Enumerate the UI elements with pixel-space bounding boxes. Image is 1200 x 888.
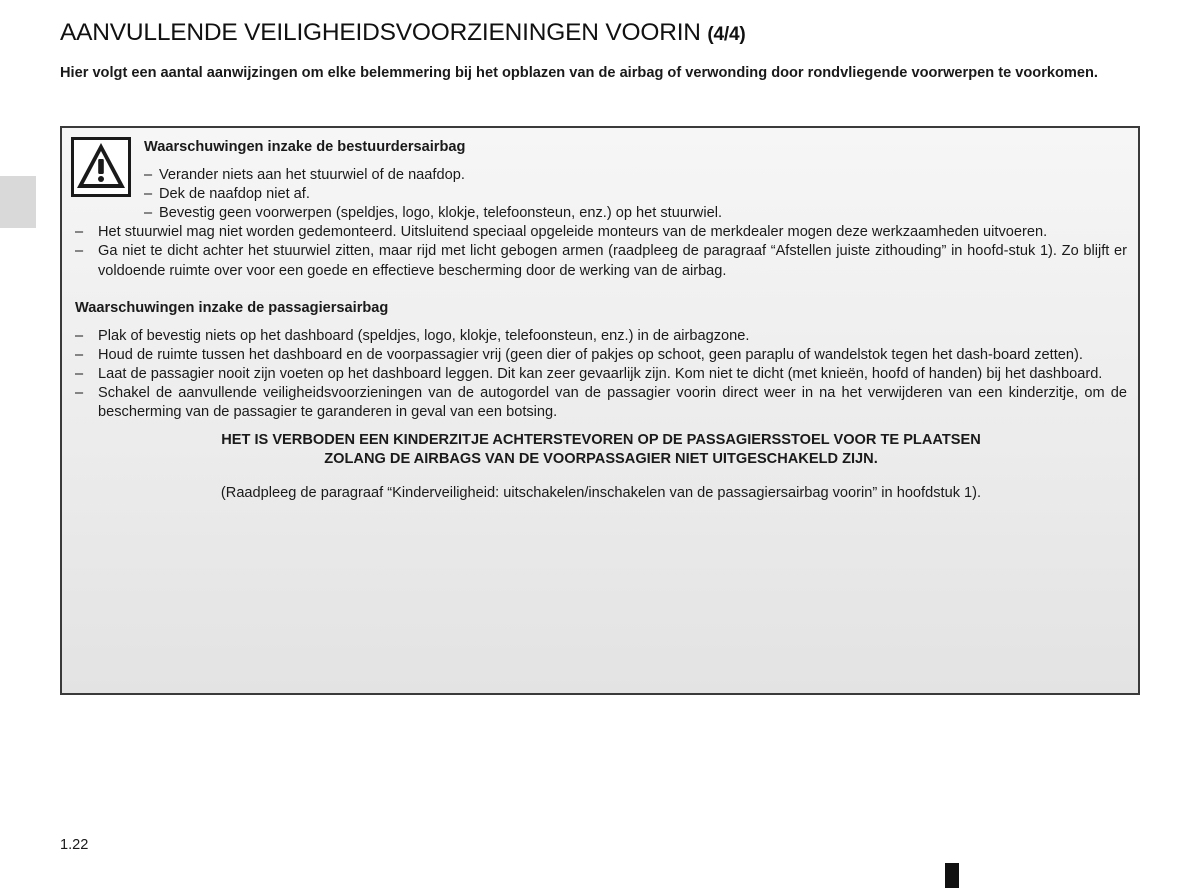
driver-sub-list [75,166,1127,223]
reference-text: (Raadpleeg de paragraaf “Kinderveiligheid: uitschakelen/inschakelen van de passagiersairbag voorin” in hoofdstuk 1). [220,485,982,501]
list-item: – Dek de naafdop niet af. [144,185,1127,204]
passenger-list [75,327,1127,422]
page-part: (4/4) [707,24,746,45]
list-item: – Plak of bevestig niets op het dashboard (speldjes, logo, klokje, telefoonsteun, enz.) in de airbagzone. [75,327,1127,346]
child-seat-notice: HET IS VERBODEN EEN KINDERZITJE ACHTERSTEVOREN OP DE PASSAGIERSSTOEL VOOR TE PLAATSEN ZOLANG DE AIRBAGS VAN DE VOORPASSAGIER NIET UITGESCHAKELD ZIJN. [221,432,981,468]
list-item: – Ga niet te dicht achter het stuurwiel zitten, maar rijd met licht gebogen armen (raadpleeg de paragraaf “Afstellen juiste zithouding” in hoofd-stuk 1). Zo blijft er voldoende ruimte over voor een goede en effectieve bescherming door de werking van de airbag. [75,242,1127,280]
passenger-airbag-title: Waarschuwingen inzake de passagiersairbag [75,299,389,316]
driver-list [75,223,1127,280]
page-title-text: AANVULLENDE VEILIGHEIDSVOORZIENINGEN VOORIN [60,19,701,46]
list-item: – Het stuurwiel mag niet worden gedemonteerd. Uitsluitend speciaal opgeleide monteurs van de merkdealer mogen deze werkzaamheden uitvoeren. [75,223,1127,242]
page-title [60,19,745,47]
intro-text: Hier volgt een aantal aanwijzingen om elke belemmering bij het opblazen van de airbag of verwonding door rondvliegende voorwerpen te voorkomen. [60,65,1098,81]
page-number: 1.22 [60,837,89,853]
warning-box [60,126,1140,695]
list-item: – Schakel de aanvullende veiligheidsvoorzieningen van de autogordel van de passagier voorin direct weer in na het verwijderen van een kinderzitje, om de bescherming van de passagier te garanderen in geval van een botsing. [75,384,1127,422]
list-item: – Laat de passagier nooit zijn voeten op het dashboard leggen. Dit kan zeer gevaarlijk zijn. Kom niet te dicht (met knieën, hoofd of handen) bij het dashboard. [75,365,1127,384]
thumb-index-mark [945,863,959,888]
warning-content [75,138,1127,518]
chapter-tab [0,176,36,228]
driver-airbag-title: Waarschuwingen inzake de bestuurdersairbag [144,139,466,155]
list-item: – Bevestig geen voorwerpen (speldjes, logo, klokje, telefoonsteun, enz.) op het stuurwiel. [144,204,1127,223]
list-item: – Verander niets aan het stuurwiel of de naafdop. [144,166,1127,185]
list-item: – Houd de ruimte tussen het dashboard en de voorpassagier vrij (geen dier of pakjes op schoot, geen paraplu of wandelstok tegen het dash-board zetten). [75,346,1127,365]
